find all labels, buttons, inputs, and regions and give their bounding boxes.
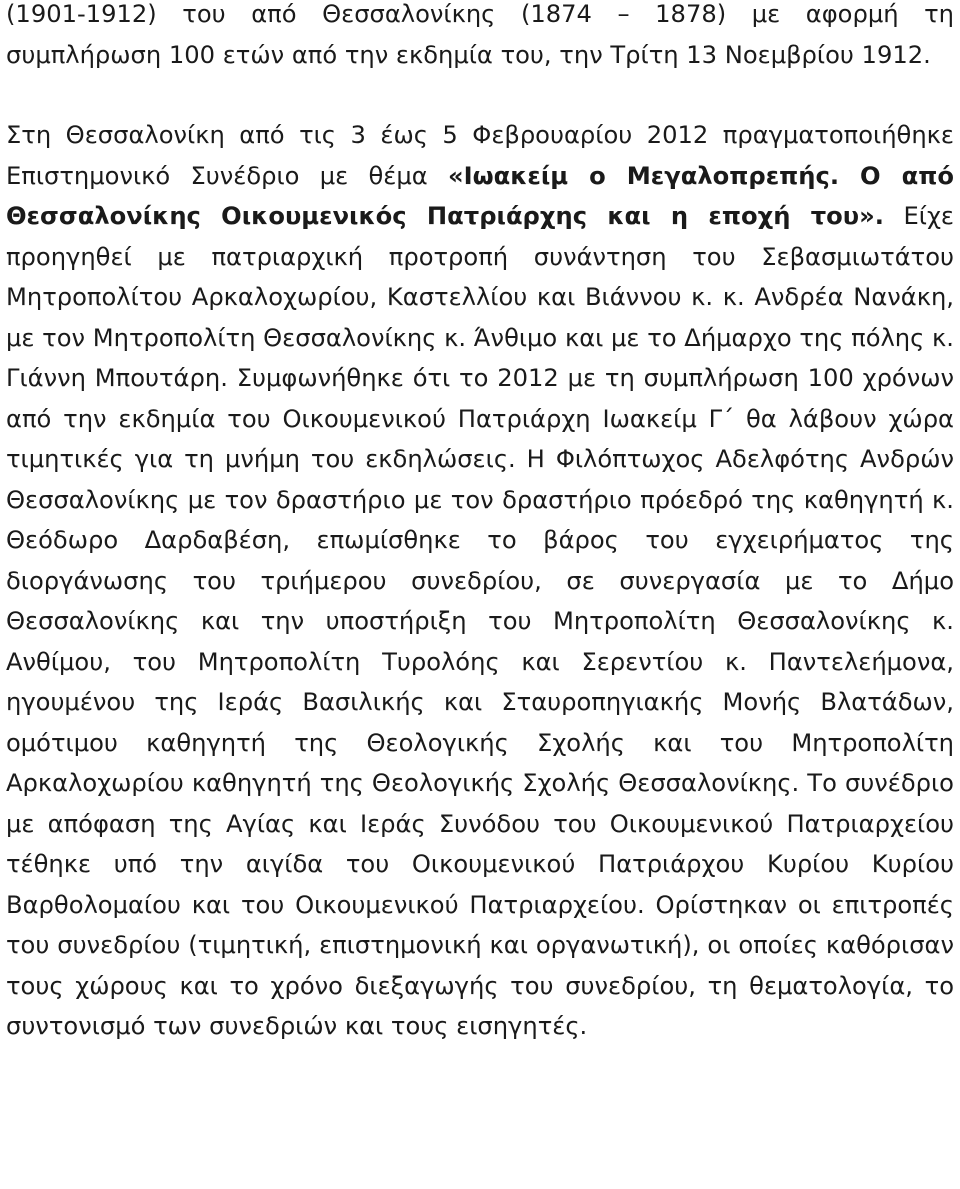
paragraph-2 (6, 115, 954, 1047)
conference-title: «Ιωακείμ ο Μεγαλοπρεπής. Ο από Θεσσαλονίκης Οικουμενικός Πατριάρχης και η εποχή του». (6, 161, 954, 230)
paragraph-1: (1901-1912) του από Θεσσαλονίκης (1874 – 1878) με αφορμή τη συμπλήρωση 100 ετών από την εκδημία του, την Τρίτη 13 Νοεμβρίου 1912. (6, 0, 954, 69)
document-page (6, 0, 954, 1047)
paragraph-2-body: Είχε προηγηθεί με πατριαρχική προτροπή συνάντηση του Σεβασμιωτάτου Μητροπολίτου Αρκαλοχωρίου, Καστελλίου και Βιάννου κ. κ. Ανδρέα Νανάκη, με τον Μητροπολίτη Θεσσαλονίκης κ. Άνθιμο και με το Δήμαρχο της πόλης κ. Γιάννη Μπουτάρη. Συμφωνήθηκε ότι το 2012 με τη συμπλήρωση 100 χρόνων από την εκδημία του Οικουμενικού Πατριάρχη Ιωακείμ Γ΄ θα λάβουν χώρα τιμητικές για τη μνήμη του εκδηλώσεις. Η Φιλόπτωχος Αδελφότης Ανδρών Θεσσαλονίκης με τον δραστήριο με τον δραστήριο πρόεδρό της καθηγητή κ. Θεόδωρο Δαρδαβέση, επωμίσθηκε το βάρος του εγχειρήματος της διοργάνωσης του τριήμερου συνεδρίου, σε συνεργασία με το Δήμο Θεσσαλονίκης και την υποστήριξη του Μητροπολίτη Θεσσαλονίκης κ. Ανθίμου, του Μητροπολίτη Τυρολόης και Σερεντίου κ. Παντελεήμονα, ηγουμένου της Ιεράς Βασιλικής και Σταυροπηγιακής Μονής Βλατάδων, ομότιμου καθηγητή της Θεολογικής Σχολής και του Μητροπολίτη Αρκαλοχωρίου καθηγητή της Θεολογικής Σχολής Θεσσαλονίκης. Το συνέδριο με απόφαση της Αγίας και Ιεράς Συνόδου του Οικουμενικού Πατριαρχείου τέθηκε υπό την αιγίδα του Οικουμενικού Πατριάρχου Κυρίου Κυρίου Βαρθολομαίου και του Οικουμενικού Πατριαρχείου. Ορίστηκαν οι επιτροπές του συνεδρίου (τιμητική, επιστημονική και οργανωτική), οι οποίες καθόρισαν τους χώρους και το χρόνο διεξαγωγής του συνεδρίου, τη θεματολογία, το συντονισμό των συνεδριών και τους εισηγητές. (6, 202, 955, 1040)
paragraph-2-intro: Στη Θεσσαλονίκη από τις 3 έως 5 Φεβρουαρίου 2012 πραγματοποιήθηκε Επιστημονικό Συνέδριο με θέμα (6, 121, 954, 190)
